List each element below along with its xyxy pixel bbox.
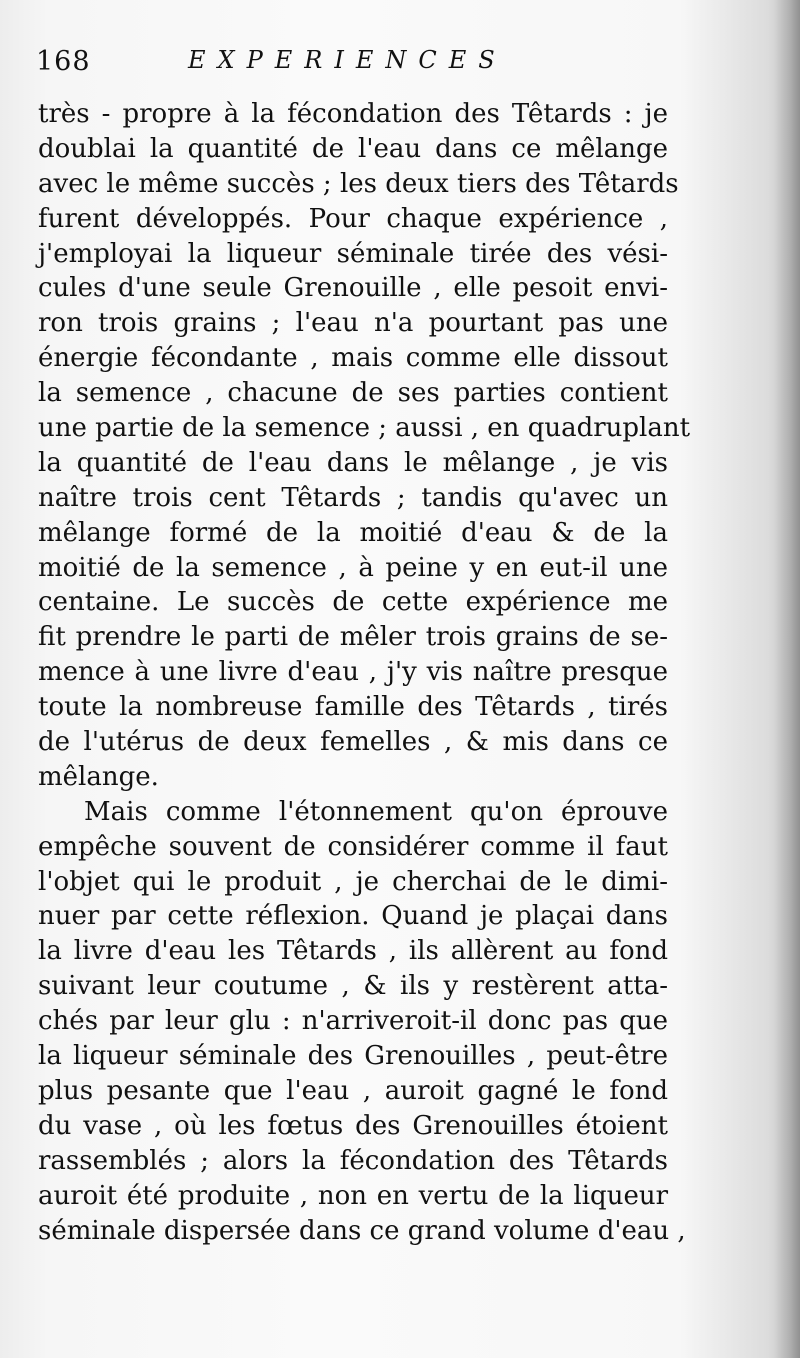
text-line: l'objet qui le produit , je cherchai de le dimi- — [38, 866, 668, 897]
text-line: énergie fécondante , mais comme elle dissout — [38, 343, 668, 374]
text-line: la liqueur séminale des Grenouilles , peut-être — [38, 1041, 668, 1072]
text-line: séminale dispersée dans ce grand volume d'eau , — [38, 1215, 686, 1246]
text-line: la livre d'eau les Têtards , ils allèrent au fond — [38, 936, 668, 967]
text-line: Mais comme l'étonnement qu'on éprouve — [84, 796, 668, 827]
text-line: rassemblés ; alors la fécondation des Têtards — [38, 1145, 668, 1176]
page-edge-shadow — [774, 0, 800, 1358]
text-line: mêlange. — [38, 761, 159, 792]
text-line: du vase , où les fœtus des Grenouilles étoient — [38, 1110, 668, 1141]
text-line: suivant leur coutume , & ils y restèrent atta- — [38, 971, 668, 1002]
text-line: la semence , chacune de ses parties contient — [38, 378, 668, 409]
running-head: EXPERIENCES — [188, 46, 507, 74]
text-line: une partie de la semence ; aussi , en quadruplant — [38, 413, 691, 444]
text-line: avec le même succès ; les deux tiers des Têtards — [38, 168, 679, 199]
text-line: doublai la quantité de l'eau dans ce mêlange — [38, 133, 668, 164]
text-line: moitié de la semence , à peine y en eut-il une — [38, 552, 668, 583]
text-line: cules d'une seule Grenouille , elle pesoit envi- — [38, 273, 668, 304]
text-line: de l'utérus de deux femelles , & mis dans ce — [38, 727, 668, 758]
page-number: 168 — [36, 46, 91, 77]
text-line: furent développés. Pour chaque expérience , — [38, 203, 668, 234]
text-line: mence à une livre d'eau , j'y vis naître presque — [38, 657, 668, 688]
text-line: j'employai la liqueur séminale tirée des vési- — [38, 238, 668, 269]
text-line: la quantité de l'eau dans le mêlange , je vis — [38, 447, 668, 478]
text-line: fit prendre le parti de mêler trois grains de se- — [38, 622, 668, 653]
text-line: empêche souvent de considérer comme il faut — [38, 831, 668, 862]
text-line: ron trois grains ; l'eau n'a pourtant pas une — [38, 308, 668, 339]
text-line: chés par leur glu : n'arriveroit-il donc pas que — [38, 1006, 668, 1037]
page-header — [36, 42, 760, 82]
text-line: naître trois cent Têtards ; tandis qu'avec un — [38, 482, 668, 513]
text-line: auroit été produite , non en vertu de la liqueur — [38, 1180, 668, 1211]
text-line: très - propre à la fécondation des Têtards : je — [38, 99, 668, 129]
text-line: plus pesante que l'eau , auroit gagné le fond — [38, 1075, 668, 1106]
text-line: mêlange formé de la moitié d'eau & de la — [38, 517, 668, 548]
text-line: toute la nombreuse famille des Têtards , tirés — [38, 692, 668, 723]
body-text — [38, 97, 691, 1248]
text-line: nuer par cette réflexion. Quand je plaçai dans — [38, 901, 668, 932]
text-line: centaine. Le succès de cette expérience me — [38, 587, 668, 618]
